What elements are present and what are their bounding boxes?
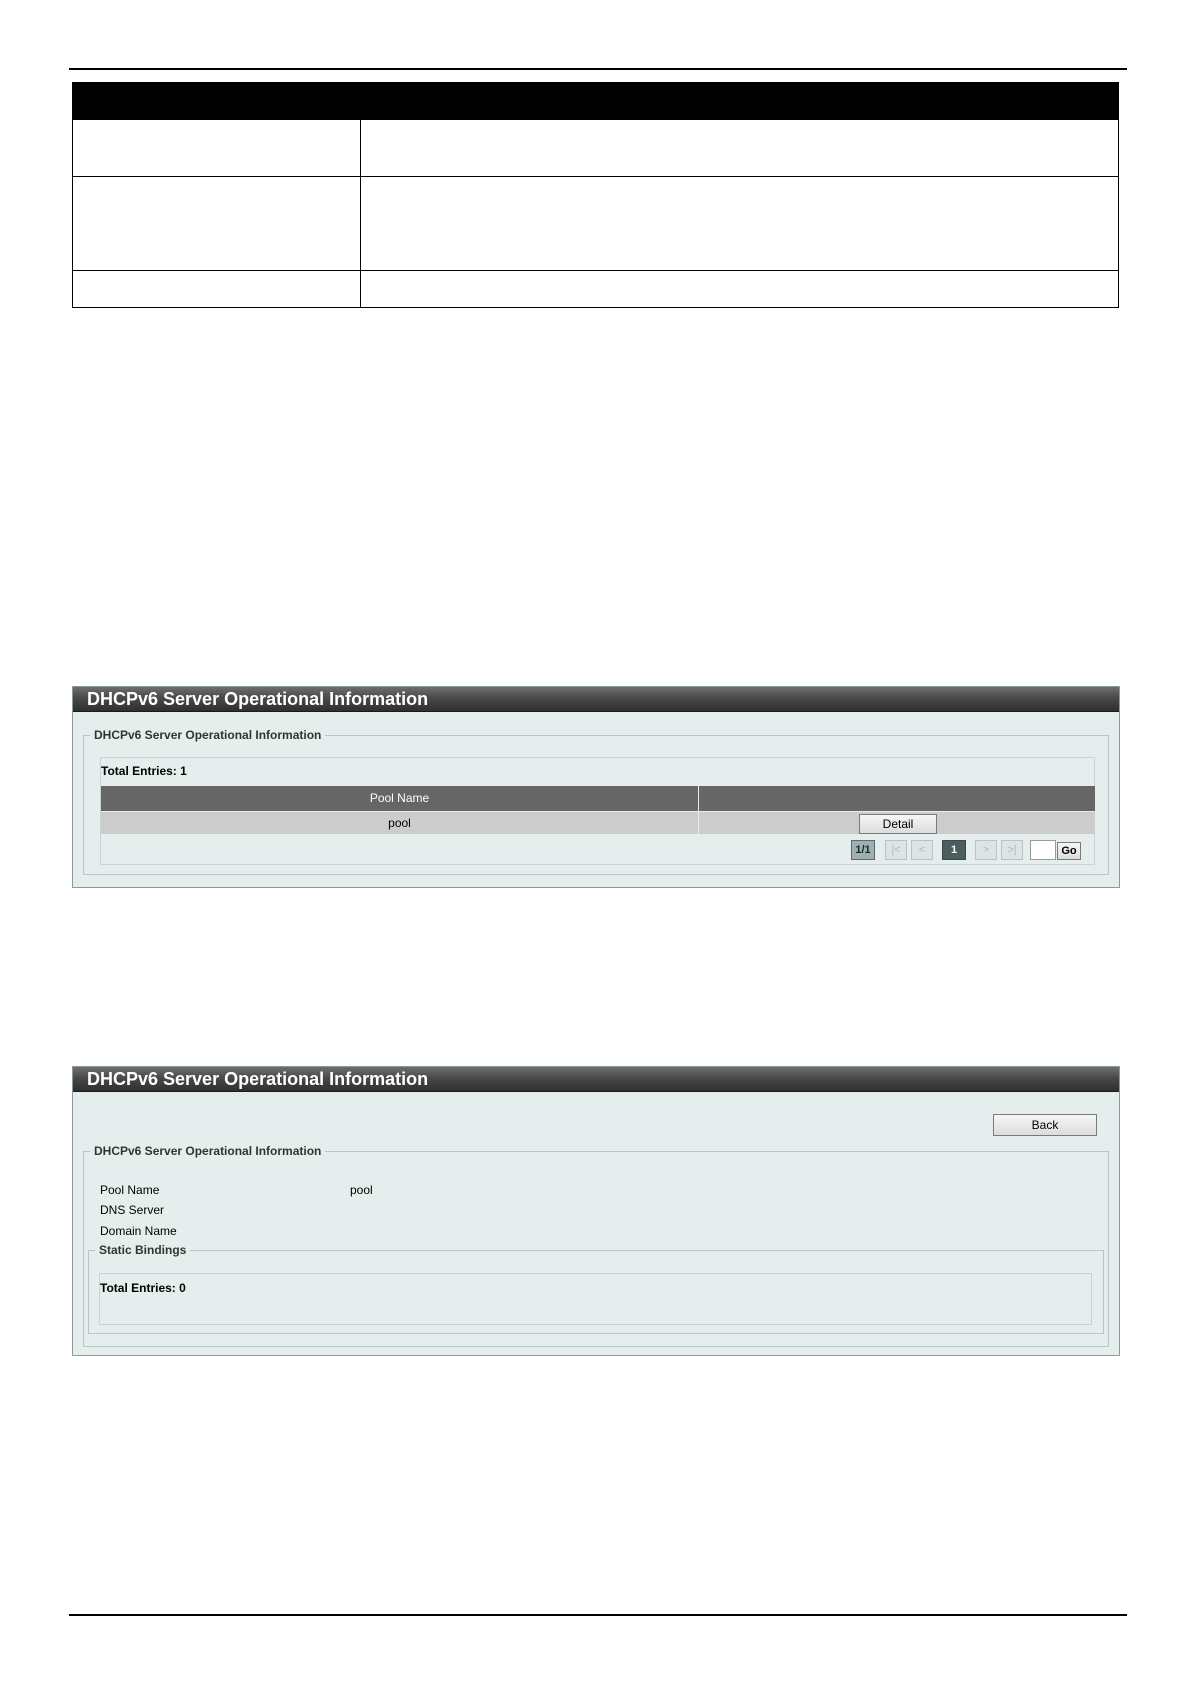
static-bindings-legend: Static Bindings (95, 1242, 190, 1258)
table-row-pool-name: pool (101, 812, 698, 834)
panel-title: DHCPv6 Server Operational Information (73, 1067, 1119, 1092)
last-page-button[interactable]: >| (1001, 840, 1023, 860)
page-top-rule (69, 68, 1127, 70)
page-info: 1/1 (851, 840, 875, 860)
next-page-button[interactable]: > (975, 840, 997, 860)
dns-server-label: DNS Server (100, 1203, 165, 1217)
fieldset-legend: DHCPv6 Server Operational Information (90, 727, 325, 743)
panel-title: DHCPv6 Server Operational Information (73, 687, 1119, 712)
table-cell (73, 177, 361, 271)
table-cell (361, 177, 1119, 271)
fieldset-legend: DHCPv6 Server Operational Information (90, 1143, 325, 1159)
table-cell (361, 120, 1119, 177)
static-entries-box (99, 1273, 1092, 1325)
column-header-pool-name: Pool Name (101, 786, 698, 811)
detail-button[interactable]: Detail (859, 814, 937, 834)
entries-box (100, 757, 1095, 865)
table-header-cell (361, 83, 1119, 120)
operational-info-panel (72, 686, 1120, 888)
operational-info-detail-panel (72, 1066, 1120, 1356)
column-header-action (699, 786, 1095, 811)
static-total-entries: Total Entries: 0 (100, 1281, 186, 1295)
static-bindings-fieldset (88, 1243, 1104, 1334)
total-entries: Total Entries: 1 (101, 764, 187, 778)
go-button[interactable]: Go (1057, 842, 1081, 860)
pool-name-label: Pool Name (100, 1183, 160, 1197)
table-cell (361, 271, 1119, 308)
prev-page-button[interactable]: < (911, 840, 933, 860)
operational-info-fieldset (83, 728, 1109, 875)
page-bottom-rule (69, 1614, 1127, 1616)
first-page-button[interactable]: |< (885, 840, 907, 860)
table-header-cell (73, 83, 361, 120)
pool-name-value: pool (350, 1183, 373, 1197)
table-cell (73, 271, 361, 308)
current-page-button[interactable]: 1 (942, 840, 966, 860)
parameter-table (72, 82, 1119, 308)
page-number-input[interactable] (1030, 840, 1056, 860)
back-button[interactable]: Back (993, 1114, 1097, 1136)
operational-info-fieldset (83, 1144, 1109, 1347)
domain-name-label: Domain Name (100, 1224, 177, 1238)
table-cell (73, 120, 361, 177)
